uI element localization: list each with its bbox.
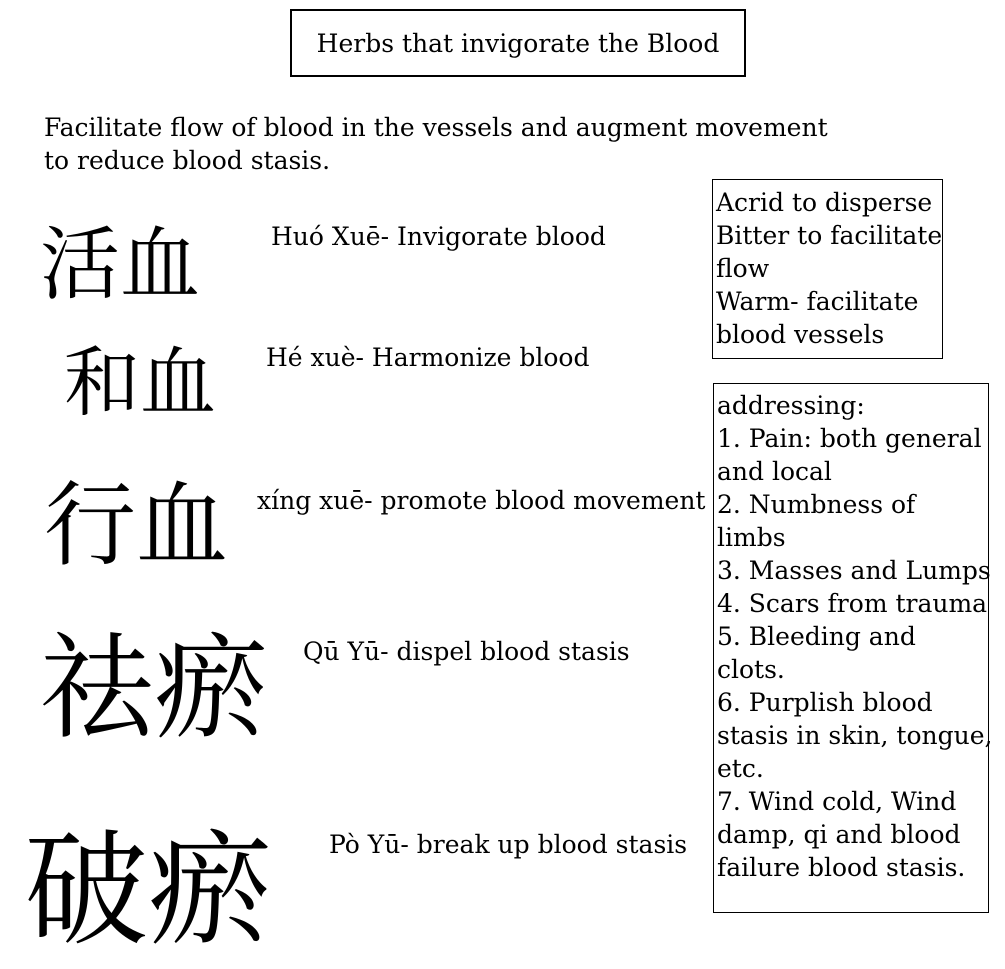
addressing-line: 4. Scars from trauma [717,589,988,618]
addressing-line: addressing: [717,391,865,420]
addressing-line: and local [717,457,832,486]
term-huo-xue: Huó Xuē- Invigorate blood [271,222,606,251]
addressing-line: 5. Bleeding and [717,622,916,651]
term-xing-xue: xíng xuē- promote blood movement [257,486,706,515]
hanzi-huo-xue: 活血 [40,218,200,311]
properties-line: blood vessels [716,320,885,349]
addressing-line: clots. [717,655,785,684]
addressing-line: failure blood stasis. [717,853,966,882]
term-po-yu: Pò Yū- break up blood stasis [329,830,688,859]
addressing-line: 3. Masses and Lumps [717,556,991,585]
intro-text: Facilitate flow of blood in the vessels and augment movement to reduce blood stasis. [44,113,828,175]
term-qu-yu: Qū Yū- dispel blood stasis [303,637,630,666]
hanzi-xing-xue: 行血 [44,472,229,579]
addressing-line: 7. Wind cold, Wind [717,787,957,816]
addressing-line: etc. [717,754,764,783]
addressing-line: 1. Pain: both general [717,424,982,453]
title-box [290,9,746,77]
properties-line: Acrid to disperse [716,188,933,217]
page-title: Herbs that invigorate the Blood [316,28,720,58]
hanzi-po-yu: 破瘀 [24,819,273,963]
properties-line: flow [716,254,770,283]
addressing-line: damp, qi and blood [717,820,961,849]
term-he-xue: Hé xuè- Harmonize blood [266,343,590,372]
properties-line: Warm- facilitate [716,287,919,316]
properties-line: Bitter to facilitate [716,221,943,250]
addressing-box [713,383,993,913]
hanzi-he-xue: 和血 [64,338,216,427]
addressing-line: 2. Numbness of [717,490,916,519]
hanzi-qu-yu: 祛瘀 [40,622,269,755]
addressing-line: 6. Purplish blood [717,688,933,717]
properties-box [712,179,943,359]
addressing-line: limbs [717,523,786,552]
addressing-line: stasis in skin, tongue, [717,721,993,750]
